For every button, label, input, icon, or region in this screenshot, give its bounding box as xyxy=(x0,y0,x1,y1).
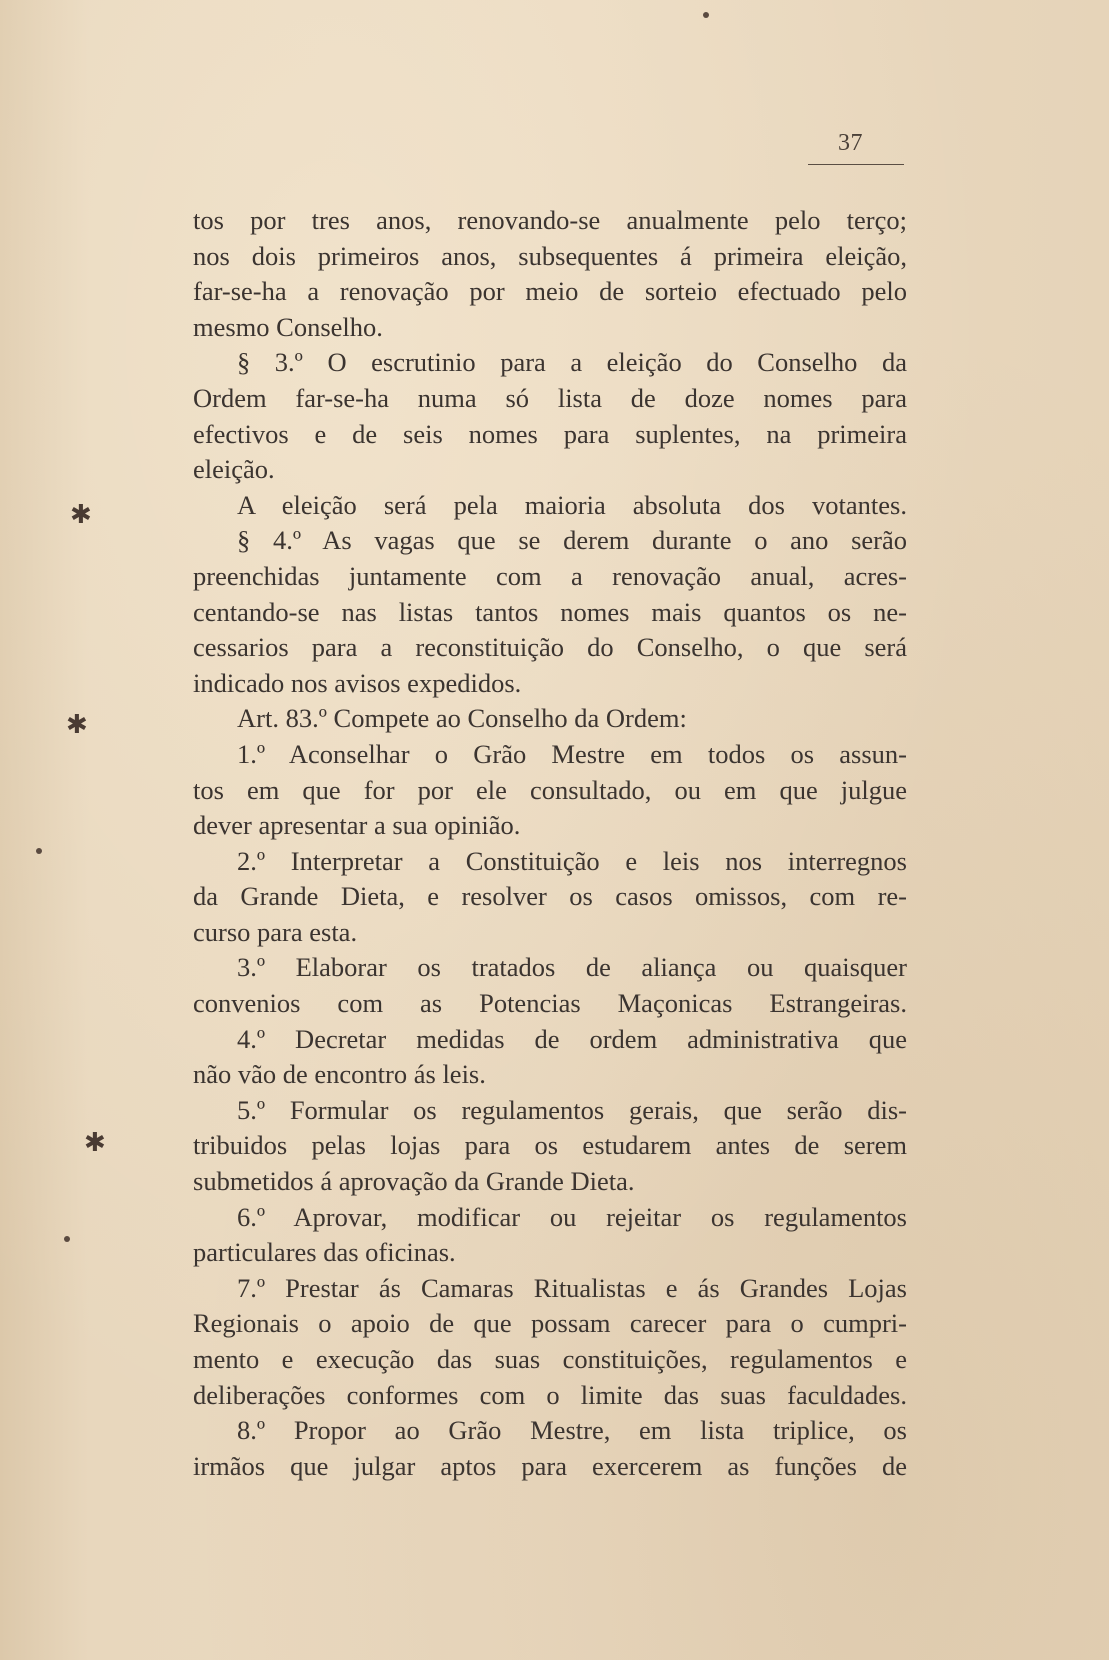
text-line: 6.º Aprovar, modificar ou rejeitar os regulamentos xyxy=(237,1201,907,1232)
text-line: curso para esta. xyxy=(193,916,358,947)
text-line: preenchidas juntamente com a renovação anual, acres- xyxy=(193,560,907,591)
text-line: não vão de encontro ás leis. xyxy=(193,1059,486,1090)
text-line: efectivos e de seis nomes para suplentes, na primeira xyxy=(193,418,907,449)
text-line: da Grande Dieta, e resolver os casos omissos, com re- xyxy=(193,881,907,912)
text-line: deliberações conformes com o limite das suas faculdades. xyxy=(193,1379,907,1410)
speck-mark xyxy=(703,12,709,18)
text-line: Art. 83.º Compete ao Conselho da Ordem: xyxy=(237,703,687,734)
text-line: mento e execução das suas constituições, regulamentos e xyxy=(193,1344,907,1374)
text-line: § 4.º As vagas que se derem durante o ano serão xyxy=(237,525,907,556)
text-line: nos dois primeiros anos, subsequentes á primeira eleição, xyxy=(193,240,907,271)
ink-blot-mark: ✱ xyxy=(70,500,92,529)
text-line: tos em que for por ele consultado, ou em que julgue xyxy=(193,774,907,805)
text-line: irmãos que julgar aptos para exercerem as funções de xyxy=(193,1450,907,1481)
text-line: 5.º Formular os regulamentos gerais, que serão dis- xyxy=(237,1094,907,1125)
body-text xyxy=(193,203,907,1484)
text-line: 1.º Aconselhar o Grão Mestre em todos os assun- xyxy=(237,738,907,769)
text-line: § 3.º O escrutinio para a eleição do Conselho da xyxy=(237,347,907,378)
speck-mark xyxy=(36,848,42,854)
text-line: particulares das oficinas. xyxy=(193,1237,456,1268)
text-line: convenios com as Potencias Maçonicas Estrangeiras. xyxy=(193,988,907,1019)
text-line: dever apresentar a sua opinião. xyxy=(193,810,521,841)
text-line: mesmo Conselho. xyxy=(193,311,383,342)
text-line: eleição. xyxy=(193,454,275,485)
text-line: Regionais o apoio de que possam carecer para o cumpri- xyxy=(193,1308,907,1339)
text-line: 3.º Elaborar os tratados de aliança ou quaisquer xyxy=(237,952,907,983)
text-line: 8.º Propor ao Grão Mestre, em lista triplice, os xyxy=(237,1415,907,1446)
text-line: tribuidos pelas lojas para os estudarem antes de serem xyxy=(193,1130,907,1161)
text-line: tos por tres anos, renovando-se anualmente pelo terço; xyxy=(193,205,907,235)
text-line: 4.º Decretar medidas de ordem administrativa que xyxy=(237,1023,907,1054)
header-rule xyxy=(808,164,904,165)
ink-blot-mark: ✱ xyxy=(66,710,88,739)
ink-blot-mark: ✱ xyxy=(84,1128,106,1157)
text-line: submetidos á aprovação da Grande Dieta. xyxy=(193,1166,635,1197)
text-line: Ordem far-se-ha numa só lista de doze nomes para xyxy=(193,382,907,413)
text-line: 7.º Prestar ás Camaras Ritualistas e ás Grandes Lojas xyxy=(237,1272,907,1303)
text-line: indicado nos avisos expedidos. xyxy=(193,667,522,698)
text-line: cessarios para a reconstituição do Conselho, o que será xyxy=(193,632,907,663)
text-line: 2.º Interpretar a Constituição e leis nos interregnos xyxy=(237,845,907,876)
text-line: A eleição será pela maioria absoluta dos votantes. xyxy=(237,489,907,520)
text-line: centando-se nas listas tantos nomes mais quantos os ne- xyxy=(193,596,907,627)
text-line: far-se-ha a renovação por meio de sorteio efectuado pelo xyxy=(193,276,907,307)
page-number: 37 xyxy=(838,130,863,156)
speck-mark xyxy=(64,1236,70,1242)
